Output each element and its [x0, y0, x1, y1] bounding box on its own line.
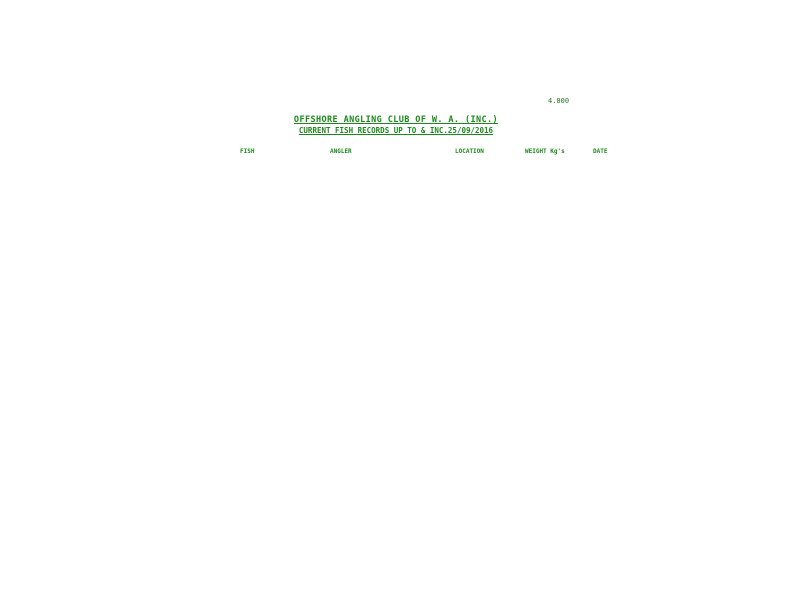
table-header	[0, 148, 792, 158]
column-header-fish: FISH	[240, 148, 255, 155]
column-header-date: DATE	[593, 148, 608, 155]
column-header-location: LOCATION	[455, 148, 484, 155]
column-header-angler: ANGLER	[330, 148, 352, 155]
column-header-weight: WEIGHT Kg's	[525, 148, 565, 155]
page-title: OFFSHORE ANGLING CLUB OF W. A. (INC.)	[293, 115, 499, 125]
page-subtitle: CURRENT FISH RECORDS UP TO & INC.25/09/2016	[298, 126, 494, 135]
page-number: 4.000	[548, 97, 570, 105]
